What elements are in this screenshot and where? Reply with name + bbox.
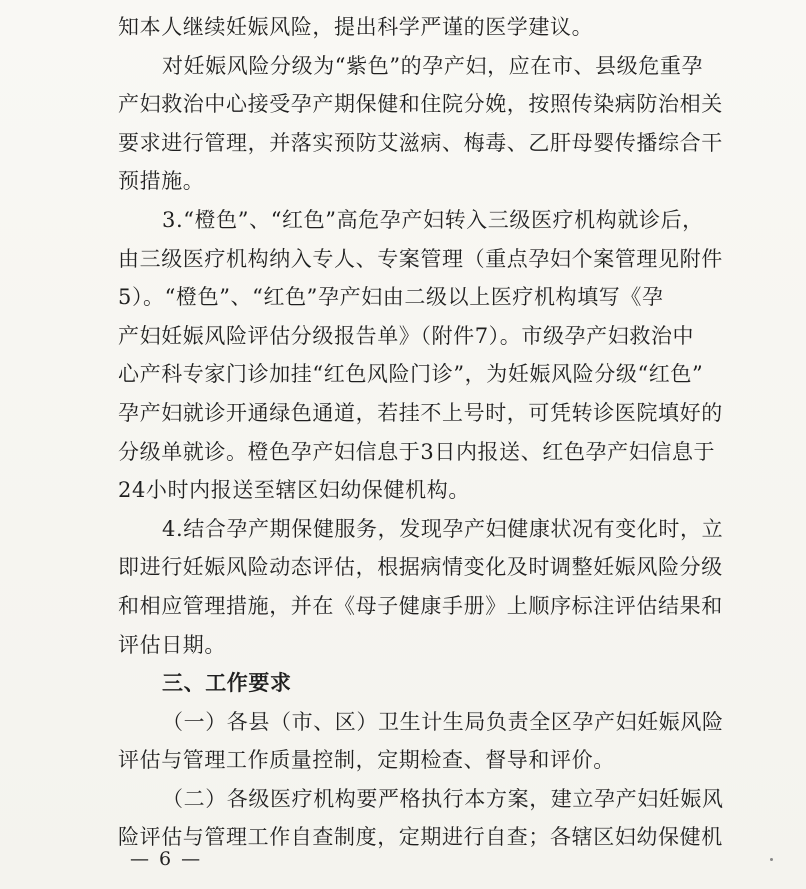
text-line-12: 分级单就诊。橙色孕产妇信息于3日内报送、红色孕产妇信息于 [118,439,716,464]
page-number: — 6 — [130,848,203,870]
section-heading: 三、工作要求 [162,671,292,696]
text-line-15: 即进行妊娠风险动态评估，根据病情变化及时调整妊娠风险分级 [118,555,723,580]
text-line-6: 3.“橙色”、“红色”高危孕产妇转入三级医疗机构就诊后， [162,207,704,232]
text-line-3: 产妇救治中心接受孕产期保健和住院分娩，按照传染病防治相关 [118,92,723,117]
text-line-20: 评估与管理工作质量控制，定期检查、督导和评价。 [118,748,615,773]
text-line-2: 对妊娠风险分级为“紫色”的孕产妇，应在市、县级危重孕 [162,53,704,78]
text-line-19: （一）各县（市、区）卫生计生局负责全区孕产妇妊娠风险 [162,709,724,734]
text-line-4: 要求进行管理，并落实预防艾滋病、梅毒、乙肝母婴传播综合干 [118,130,723,155]
text-line-17: 评估日期。 [118,632,226,657]
text-line-16: 和相应管理措施，并在《母子健康手册》上顺序标注评估结果和 [118,593,723,618]
text-line-11: 孕产妇就诊开通绿色通道，若挂不上号时，可凭转诊医院填好的 [118,400,723,425]
text-line-21: （二）各级医疗机构要严格执行本方案，建立孕产妇妊娠风 [162,786,724,811]
paper-speck [770,858,773,861]
text-line-1: 知本人继续妊娠风险，提出科学严谨的医学建议。 [118,15,594,39]
text-line-7: 由三级医疗机构纳入专人、专案管理（重点孕妇个案管理见附件 [118,246,723,271]
text-line-14: 4.结合孕产期保健服务，发现孕产妇健康状况有变化时，立 [162,516,724,541]
text-line-22: 险评估与管理工作自查制度，定期进行自查；各辖区妇幼保健机 [118,825,723,850]
text-line-8: 5）。“橙色”、“红色”孕产妇由二级以上医疗机构填写《孕 [118,285,664,310]
text-line-5: 预措施。 [118,169,205,194]
text-line-9: 产妇妊娠风险评估分级报告单》（附件7）。市级孕产妇救治中 [118,323,695,348]
text-line-13: 24小时内报送至辖区妇幼保健机构。 [118,478,470,503]
body-text [118,8,724,857]
text-line-10: 心产科专家门诊加挂“红色风险门诊”，为妊娠风险分级“红色” [118,362,704,387]
